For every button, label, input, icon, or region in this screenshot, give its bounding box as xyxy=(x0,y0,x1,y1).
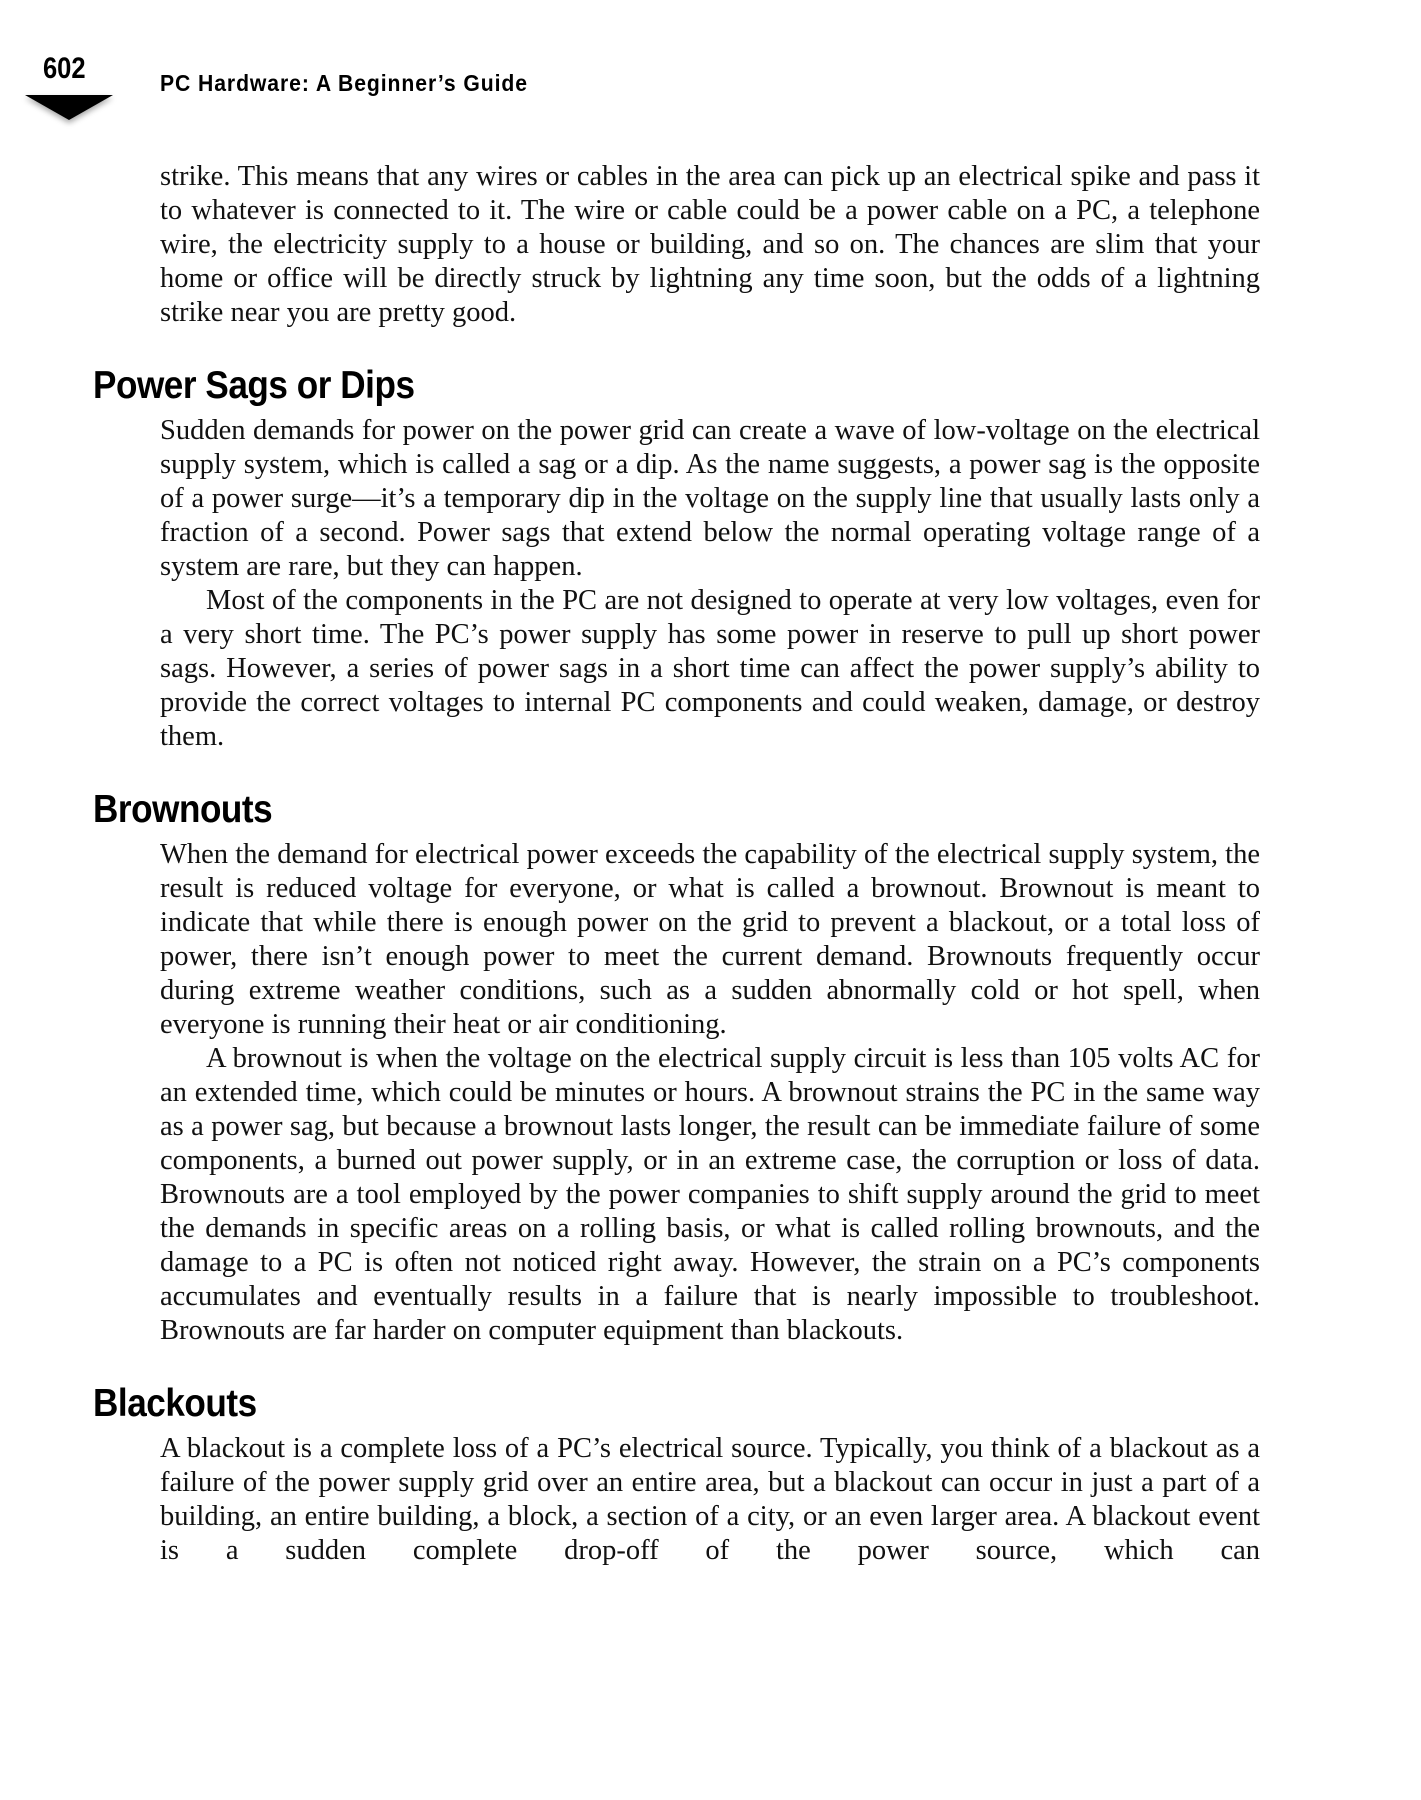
page-body xyxy=(93,160,1260,1568)
section-heading: Brownouts xyxy=(93,788,273,831)
body-paragraph: A brownout is when the voltage on the electrical supply circuit is less than 105 volts AC for an extended time, which could be minutes or hours. A brownout strains the PC in the same way as a power sag, but because a brownout lasts longer, the result can be immediate failure of some components, a burned out power supply, or in an extreme case, the corruption or loss of data. Brownouts are a tool employed by the power companies to shift supply around the grid to meet the demands in specific areas on a rolling basis, or what is called rolling brownouts, and the damage to a PC is often not noticed right away. However, the strain on a PC’s components accumulates and eventually results in a failure that is nearly impossible to troubleshoot. Brownouts are far harder on computer equipment than blackouts. xyxy=(160,1043,1260,1346)
body-paragraph: strike. This means that any wires or cables in the area can pick up an electrical spike and pass it to whatever is connected to it. The wire or cable could be a power cable on a PC, a telephone wire, the electricity supply to a house or building, and so on. The chances are slim that your home or office will be directly struck by lightning any time soon, but the odds of a lightning strike near you are pretty good. xyxy=(160,161,1260,328)
body-paragraph: Sudden demands for power on the power grid can create a wave of low-voltage on the electrical supply system, which is called a sag or a dip. As the name suggests, a power sag is the opposite of a power surge—it’s a temporary dip in the voltage on the supply line that usually lasts only a fraction of a second. Power sags that extend below the normal operating voltage range of a system are rare, but they can happen. xyxy=(160,415,1260,582)
body-paragraph: A blackout is a complete loss of a PC’s electrical source. Typically, you think of a blackout as a failure of the power supply grid over an entire area, but a blackout can occur in just a part of a building, an entire building, a block, a section of a city, or an even larger area. A blackout event is a sudden complete drop-off of the power source, which can xyxy=(160,1433,1260,1566)
running-head: PC Hardware: A Beginner’s Guide xyxy=(160,70,528,96)
section-power-sags xyxy=(93,364,1260,754)
down-arrow-icon xyxy=(25,95,113,120)
section-heading: Blackouts xyxy=(93,1382,257,1425)
section-heading: Power Sags or Dips xyxy=(93,364,415,407)
body-paragraph: Most of the components in the PC are not designed to operate at very low voltages, even for a very short time. The PC’s power supply has some power in reserve to pull up short power sags. However, a series of power sags in a short time can affect the power supply’s ability to provide the correct voltages to internal PC components and could weaken, damage, or destroy them. xyxy=(160,585,1260,752)
page-number: 602 xyxy=(43,52,86,85)
section-blackouts xyxy=(93,1382,1260,1568)
section-brownouts xyxy=(93,788,1260,1348)
body-paragraph: When the demand for electrical power exceeds the capability of the electrical supply system, the result is reduced voltage for everyone, or what is called a brownout. Brownout is meant to indicate that while there is enough power on the grid to prevent a blackout, or a total loss of power, there isn’t enough power to meet the current demand. Brownouts frequently occur during extreme weather conditions, such as a sudden abnormally cold or hot spell, when everyone is running their heat or air conditioning. xyxy=(160,839,1260,1040)
